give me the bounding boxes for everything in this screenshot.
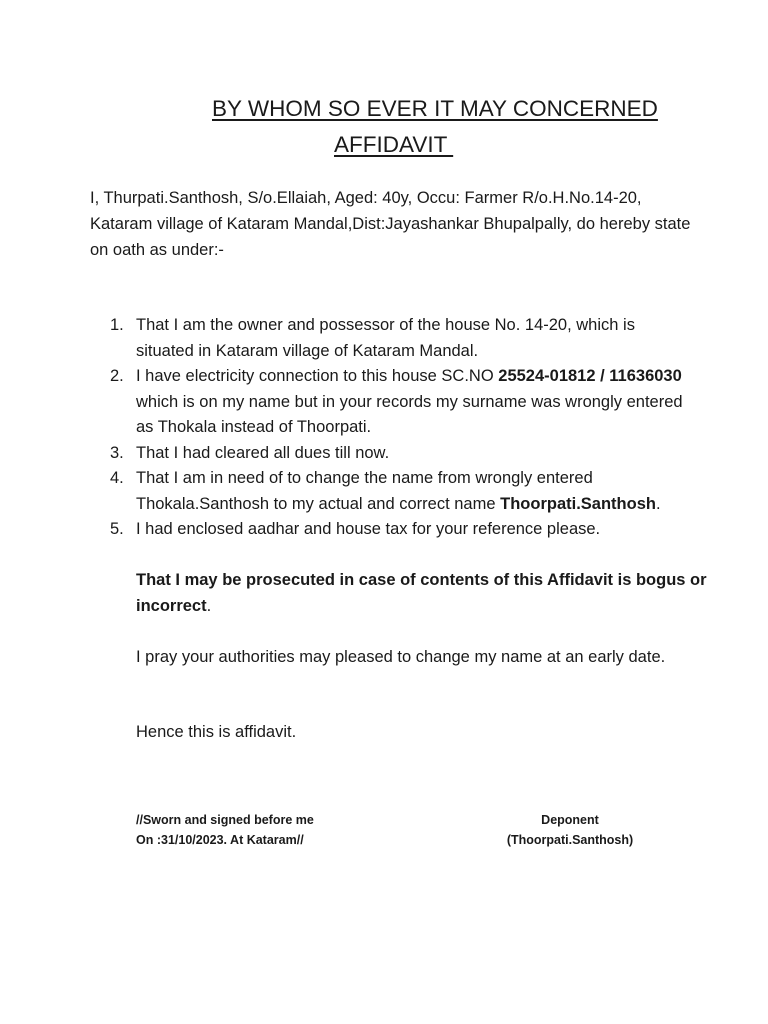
correct-name: Thoorpati.Santhosh [500,494,656,513]
statement-number: 1. [110,316,124,334]
statement-item [110,441,710,467]
statement-text: . [655,494,661,513]
sworn-date-line: On :31/10/2023. At Kataram// [136,833,304,847]
statement-line [136,492,710,518]
statement-number: 4. [110,469,124,487]
statement-item [110,517,710,543]
statement-line: That I am the owner and possessor of the house No. 14-20, which is [136,316,635,334]
service-connection-number: 25524-01812 / 11636030 [498,367,682,385]
statements-list [110,313,710,543]
heading-affidavit: AFFIDAVIT [334,132,454,157]
prayer-paragraph: I pray your authorities may pleased to change my name at an early date. [136,648,666,666]
declaration-paragraph [136,567,707,619]
statement-line: That I had cleared all dues till now. [136,443,390,462]
statement-number: 5. [110,520,124,538]
closing-paragraph: Hence this is affidavit. [136,723,297,741]
deponent-name: (Thoorpati.Santhosh) [506,833,634,847]
statement-text: I have electricity connection to this house SC.NO [136,367,499,385]
statement-line [136,364,710,390]
statement-text: Thokala.Santhosh to my actual and correct name [136,494,501,513]
statement-line: which is on my name but in your records my surname was wrongly entered [136,392,683,411]
intro-line: I, Thurpati.Santhosh, S/o.Ellaiah, Aged: 40y, Occu: Farmer R/o.H.No.14-20, [90,189,642,207]
statement-item [110,364,710,441]
statement-line: That I am in need of to change the name from wrongly entered [136,469,593,487]
intro-line: Kataram village of Kataram Mandal,Dist:Jayashankar Bhupalpally, do hereby state [90,215,691,233]
declaration-line: incorrect [136,597,207,615]
statement-line: as Thokala instead of Thoorpati. [136,418,372,436]
deponent-block [500,810,640,850]
statement-line: I had enclosed aadhar and house tax for your reference please. [136,520,601,538]
intro-line: on oath as under:- [90,241,224,259]
sworn-block [136,810,314,850]
statement-number: 2. [110,367,124,385]
sworn-line: //Sworn and signed before me [136,813,314,827]
statement-line: situated in Kataram village of Kataram Mandal. [136,341,479,360]
intro-paragraph [90,185,700,263]
statement-number: 3. [110,443,124,462]
deponent-label: Deponent [541,813,599,827]
declaration-period: . [206,597,212,615]
declaration-line: That I may be prosecuted in case of contents of this Affidavit is bogus or [136,571,707,589]
statement-item [110,313,710,364]
statement-item [110,466,710,517]
heading-concerned: BY WHOM SO EVER IT MAY CONCERNED [212,96,658,121]
